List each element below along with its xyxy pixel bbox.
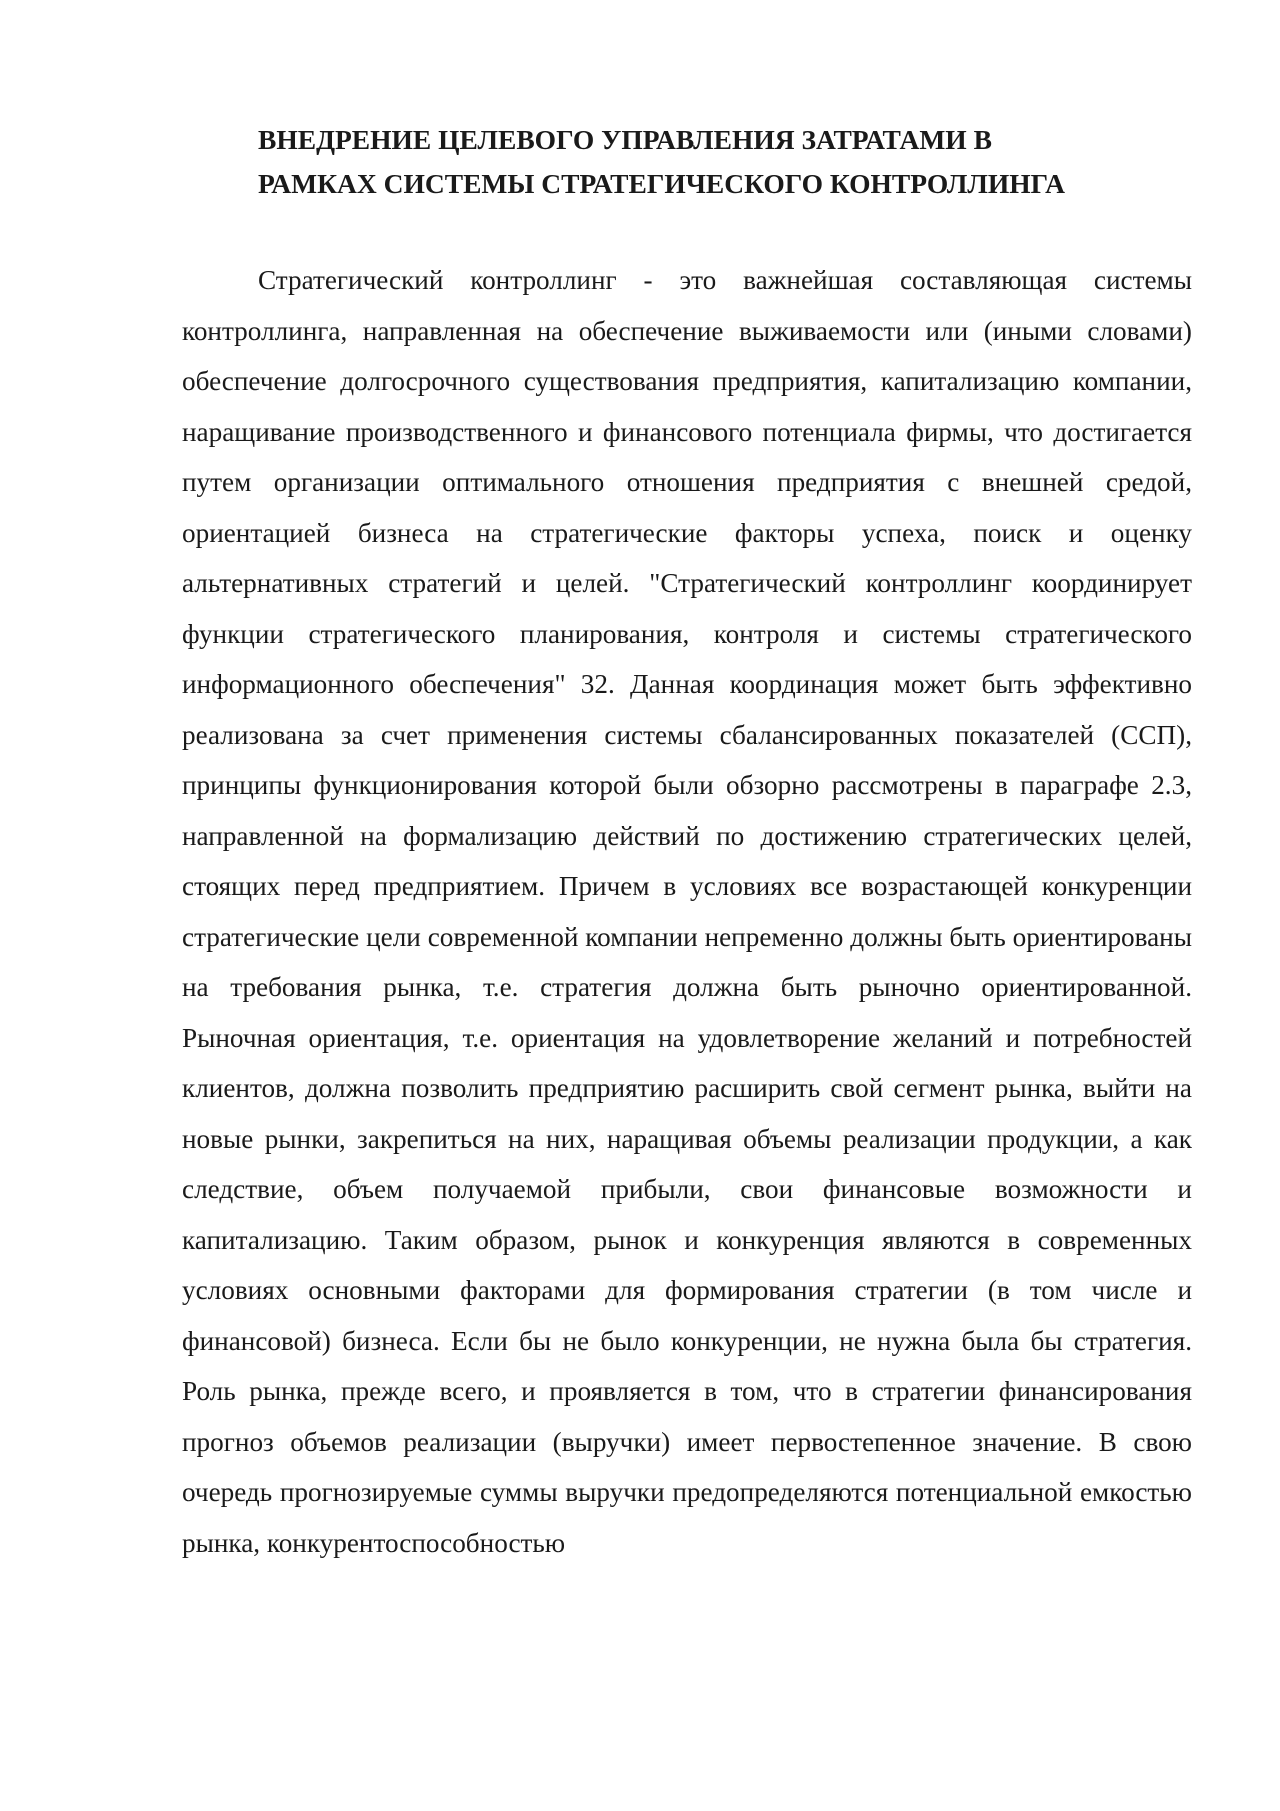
title-line-1: ВНЕДРЕНИЕ ЦЕЛЕВОГО УПРАВЛЕНИЯ ЗАТРАТАМИ В bbox=[258, 124, 992, 155]
document-title bbox=[258, 118, 1188, 206]
body-paragraph: Стратегический контроллинг - это важнейшая составляющая системы контроллинга, направленная на обеспечение выживаемости или (иными словами) обеспечение долгосрочного существования предприятия, капитализацию компании, наращивание производственного и финансового потенциала фирмы, что достигается путем организации оптимального отношения предприятия с внешней средой, ориентацией бизнеса на стратегические факторы успеха, поиск и оценку альтернативных стратегий и целей. "Стратегический контроллинг координирует функции стратегического планирования, контроля и системы стратегического информационного обеспечения" 32. Данная координация может быть эффективно реализована за счет применения системы сбалансированных показателей (ССП), принципы функционирования которой были обзорно рассмотрены в параграфе 2.3, направленной на формализацию действий по достижению стратегических целей, стоящих перед предприятием. Причем в условиях все возрастающей конкуренции стратегические цели современной компании непременно должны быть ориентированы на требования рынка, т.е. стратегия должна быть рыночно ориентированной. Рыночная ориентация, т.е. ориентация на удовлетворение желаний и потребностей клиентов, должна позволить предприятию расширить свой сегмент рынка, выйти на новые рынки, закрепиться на них, наращивая объемы реализации продукции, а как следствие, объем получаемой прибыли, свои финансовые возможности и капитализацию. Таким образом, рынок и конкуренция являются в современных условиях основными факторами для формирования стратегии (в том числе и финансовой) бизнеса. Если бы не было конкуренции, не нужна была бы стратегия. Роль рынка, прежде всего, и проявляется в том, что в стратегии финансирования прогноз объемов реализации (выручки) имеет первостепенное значение. В свою очередь прогнозируемые суммы выручки предопределяются потенциальной емкостью рынка, конкурентоспособностью bbox=[182, 265, 1192, 1558]
title-line-2: РАМКАХ СИСТЕМЫ СТРАТЕГИЧЕСКОГО КОНТРОЛЛИНГА bbox=[258, 168, 1066, 199]
